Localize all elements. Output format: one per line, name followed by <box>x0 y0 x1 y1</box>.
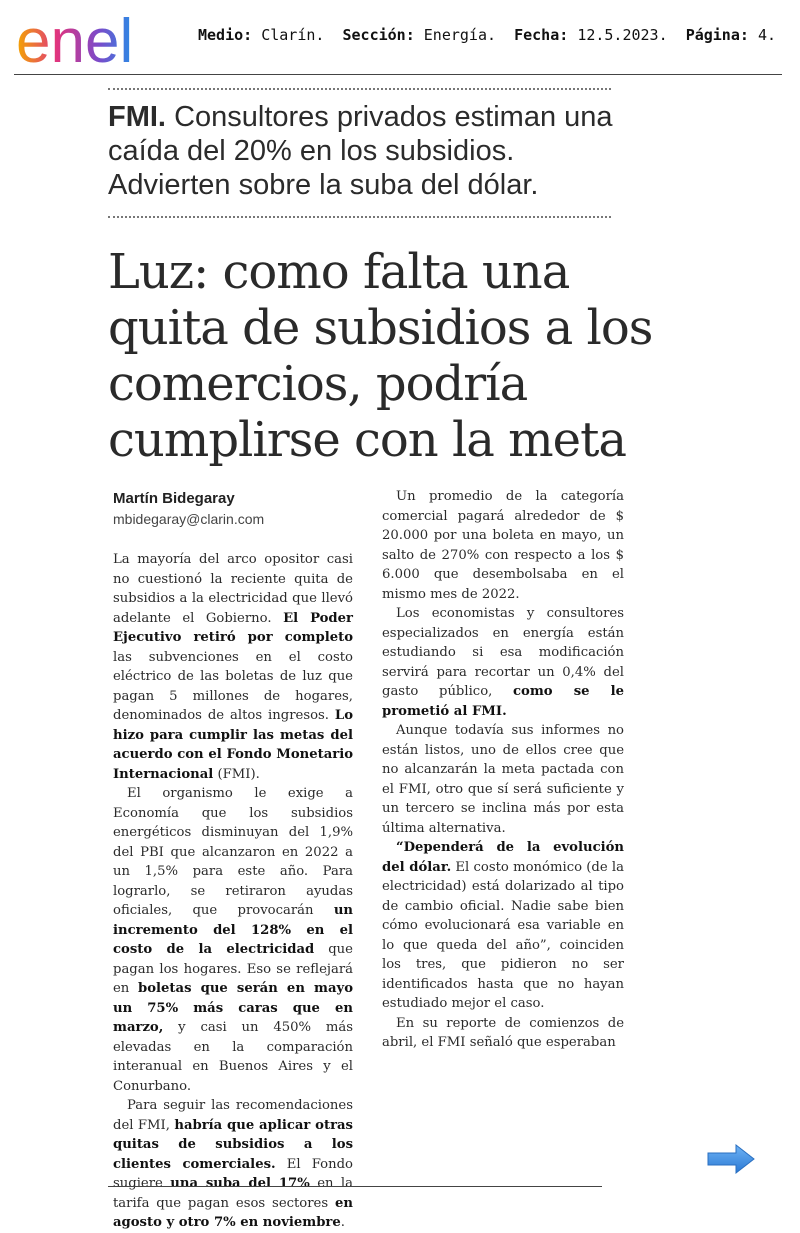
paragraph: En su reporte de comienzos de abril, el FMI señaló que esperaban <box>382 1015 624 1050</box>
paragraph: Un promedio de la categoría comercial pagará alrededor de $ 20.000 por una boleta en mayo, un salto de 270% con respecto a los $ 6.000 que desembolsaba en el mismo mes de 2022. <box>382 489 624 602</box>
paragraph: El organismo le exige a Economía que los subsidios energéticos disminuyan del 1,9% del PBI que alcanzaron en 2022 a un 1,5% para este año. Para lograrlo, se retiraron ayudas oficiales, que provocarán un incremento del 128% en el costo de la electricidad que pagan los hogares. Eso se reflejará en boletas que serán en mayo un 75% más caras que en marzo, y casi un 450% más elevadas en la comparación interanual en Buenos Aires y el Conurbano. <box>113 786 353 1094</box>
seccion-label: Sección: <box>342 26 415 44</box>
kicker-bottom-rule <box>108 216 611 218</box>
pagina-value: 4. <box>757 26 776 44</box>
pagina-label: Página: <box>685 26 749 44</box>
fecha-label: Fecha: <box>514 26 569 44</box>
seccion-value: Energía. <box>423 26 497 44</box>
source-metadata <box>198 26 776 44</box>
header-divider <box>14 74 782 75</box>
kicker-text: Consultores privados estiman una caída del 20% en los subsidios. Advierten sobre la suba del dólar. <box>108 101 613 201</box>
paragraph: La mayoría del arco opositor casi no cuestionó la reciente quita de subsidios a la electricidad que llevó adelante el Gobierno. El Poder Ejecutivo retiró por completo las subvenciones en el costo eléctrico de las boletas de luz que pagan 5 millones de hogares, denominados de altos ingresos. Lo hizo para cumplir las metas del acuerdo con el Fondo Monetario Internacional (FMI). <box>113 552 353 782</box>
article-column-2 <box>382 487 624 1053</box>
paragraph: “Dependerá de la evolución del dólar. El costo monómico (de la electricidad) está dolarizado al tipo de cambio oficial. Nadie sabe bien cómo evolucionará esa variable en lo que queda del año”, coinciden los tres, que pidieron no ser identificados hasta que no hayan estudiado mejor el caso. <box>382 840 624 1011</box>
kicker <box>108 100 618 202</box>
logo-text: enel <box>16 7 134 68</box>
footer-divider <box>108 1186 602 1187</box>
author-name: Martín Bidegaray <box>113 490 235 507</box>
medio-value: Clarín. <box>261 26 325 44</box>
kicker-lead: FMI. <box>108 101 166 133</box>
headline: Luz: como falta una quita de subsidios a los comercios, podría cumplirse con la meta <box>108 244 653 468</box>
kicker-top-rule <box>108 88 611 90</box>
article-column-1 <box>113 550 353 1233</box>
arrow-right-icon[interactable] <box>706 1143 756 1175</box>
enel-logo <box>14 6 179 68</box>
medio-label: Medio: <box>198 26 253 44</box>
fecha-value: 12.5.2023. <box>577 26 668 44</box>
paragraph: Aunque todavía sus informes no están listos, uno de ellos cree que no alcanzarán la meta pactada con el FMI, otro que sí será suficiente y un tercero se inclina más por esta última alternativa. <box>382 723 624 836</box>
author-email: mbidegaray@clarin.com <box>113 511 265 527</box>
paragraph: Los economistas y consultores especializados en energía están estudiando si esa modificación servirá para recortar un 0,4% del gasto público, como se le prometió al FMI. <box>382 606 624 719</box>
paragraph: Para seguir las recomendaciones del FMI, habría que aplicar otras quitas de subsidios a los clientes comerciales. El Fondo sugiere una suba del 17% en la tarifa que pagan esos sectores en agosto y otro 7% en noviembre. <box>113 1098 354 1230</box>
